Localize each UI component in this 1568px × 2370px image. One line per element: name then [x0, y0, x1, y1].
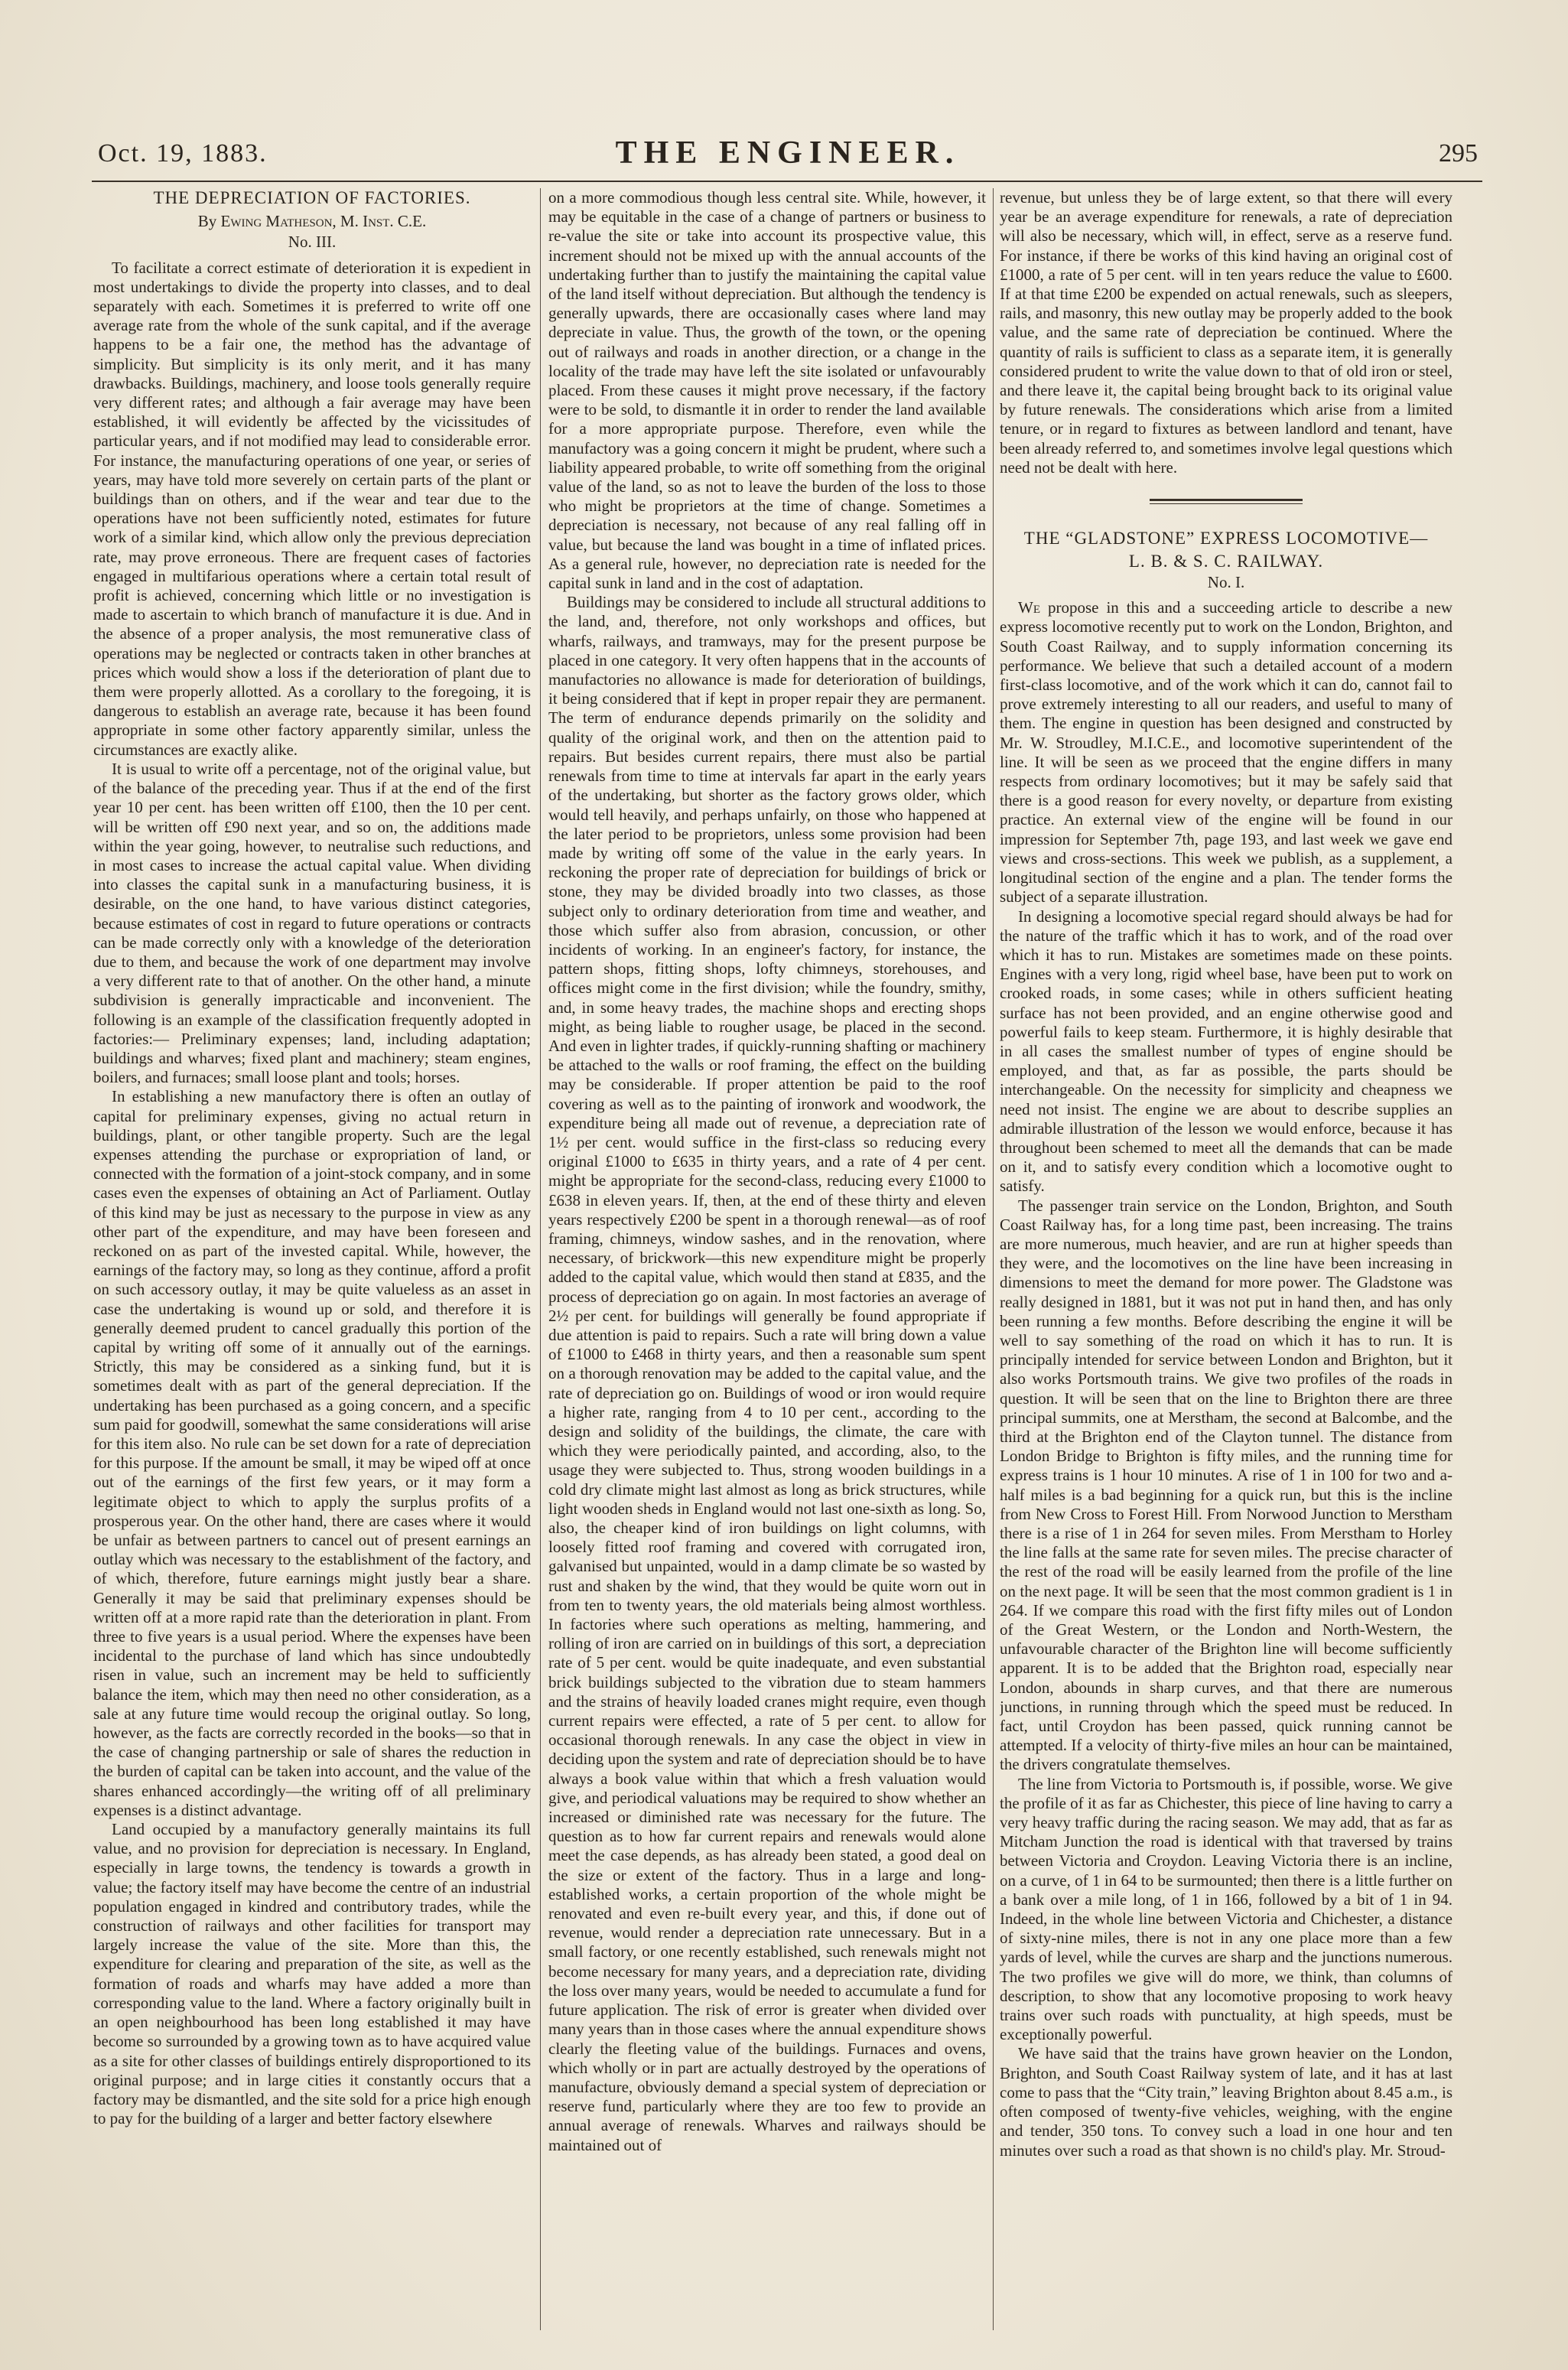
article-part-number: No. I.: [1207, 573, 1245, 592]
article-title-depreciation: THE DEPRECIATION OF FACTORIES.: [153, 188, 471, 207]
paragraph: revenue, but unless they be of large extent, so that there will every year be an average expenditure for renewals, a rate of depreciation will also be necessary, which will, in effect, serve as a reserve fund. For instance, if there be works of this kind having an original cost of £1000, a rate of 5 per cent. will in ten years reduce the value to £600. If at that time £200 be expended on actual renewals, such as sleepers, rails, and masonry, this new outlay may be properly added to the book value, and the same rate of depreciation be continued. Where the quantity of rails is sufficient to class as a separate item, it is generally considered prudent to write the value down to that of old iron or steel, and there leave it, the capital being brought back to its original value by future renewals. The considerations which arise from a limited tenure, or in regard to fixtures as between landlord and tenant, have been already referred to, and sometimes involve legal questions which need not be dealt with here.: [1000, 188, 1453, 477]
column-2: [548, 188, 986, 2330]
byline-prefix: By: [197, 212, 217, 231]
article-divider: [1150, 499, 1303, 504]
paragraph: It is usual to write off a percentage, not of the original value, but of the balance of the preceding year. Thus if at the end of the first year 10 per cent. has been written off £100, then the 10 per cent. will be written off £90 next year, and so on, the additions made within the year going, however, to neutralise such reductions, and in most cases to increase the actual capital value. When dividing into classes the capital sunk in a manufacturing business, it is desirable, on the one hand, to have various distinct categories, because estimates of cost in regard to future operations or contracts can be made correctly only with a knowledge of the deterioration due to them, and because the work of one department may involve a very different rate to that of another. On the other hand, a minute subdivision is generally impracticable and inconvenient. The following is an example of the classification frequently adopted in factories:— Preliminary expenses; land, including adaptation; buildings and wharves; fixed plant and machinery; steam engines, boilers, and furnaces; small loose plant and tools; horses.: [93, 759, 531, 1087]
article-title-gladstone-line1: THE “GLADSTONE” EXPRESS LOCOMOTIVE—: [1023, 529, 1429, 549]
column-3: [1000, 188, 1453, 2330]
column-1: [93, 188, 531, 2330]
paragraph: In establishing a new manufactory there is often an outlay of capital for preliminary expenses, giving no actual return in buildings, plant, or other tangible property. Such are the legal expenses attending the purchase or expropriation of land, or connected with the formation of a joint-stock company, and in some cases even the expenses of obtaining an Act of Parliament. Outlay of this kind may be just as necessary to the purpose in view as any other part of the expenditure, and may have been foreseen and reckoned on as part of the invested capital. While, however, the earnings of the factory may, so long as they continue, afford a profit on such accessory outlay, it may be quite valueless as an asset in case the undertaking is wound up or sold, and therefore it is generally deemed prudent to cancel gradually this portion of the capital by writing off some of it annually out of the earnings. Strictly, this may be considered as a sinking fund, but it is sometimes dealt with as part of the general depreciation. If the undertaking has been purchased as a going concern, and a specific sum paid for goodwill, somewhat the same considerations will arise for this item also. No rule can be set down for a rate of depreciation for this purpose. If the amount be small, it may be wiped off at once out of the earnings of the first few years, or it may form a legitimate object to which to apply the surplus profits of a prosperous year. On the other hand, there are cases where it would be unfair as between partners to cancel out of present earnings an outlay which was necessary to the establishment of the factory, and of which, therefore, future earnings might justly bear a share. Generally it may be said that preliminary expenses should be written off at a more rapid rate than the deterioration in plant. From three to five years is a usual period. Where the expenses have been incidental to the purchase of land which has since undoubtedly risen in value, such an increment may be held to sufficiently balance the item, which may then need no other consideration, as a sale at any future time would recoup the original outlay. So long, however, as the facts are correctly recorded in the books—so that in the case of changing partnership or sale of shares the reduction in the burden of capital can be taken into account, and the value of the shares enhanced accordingly—the writing off of all preliminary expenses is a distinct advantage.: [93, 1087, 531, 1819]
article-byline: [93, 212, 531, 231]
masthead-rule: [92, 181, 1482, 182]
paragraph-text: propose in this and a succeeding article to describe a new express locomotive recently put to work on the London, Brighton, and South Coast Railway, and to supply information concerning its performance. We believe that such a detailed account of a modern first-class locomotive, and of the work which it can do, cannot fail to prove extremely interesting to all our readers, and useful to many of them. The engine in question has been designed and constructed by Mr. W. Stroudley, M.I.C.E., and locomotive superintendent of the line. It will be seen as we proceed that the engine differs in many respects from ordinary locomotives; but it may be safely said that there is a good reason for every novelty, or departure from existing practice. An external view of the engine will be found in our impression for September 7th, page 193, and last week we gave end views and cross-sections. This week we publish, as a supplement, a longitudinal section of the engine and a plan. The tender forms the subject of a separate illustration.: [1000, 598, 1453, 907]
article-title-gladstone-line2: L. B. & S. C. RAILWAY.: [1128, 552, 1324, 571]
article-part-number: No. III.: [288, 233, 337, 252]
paragraph: on a more commodious though less central site. While, however, it may be equitable in the case of a change of partners or business to re-value the site or take into account its prospective value, this increment should not be mixed up with the annual accounts of the undertaking further than to justify the maintaining the capital value of the land itself without depreciation. But although the tendency is generally upwards, there are occasionally cases where land may depreciate in value. Thus, the growth of the town, or the opening out of railways and roads in another direction, or a change in the locality of the trade may have left the site isolated or unfavourably placed. From these causes it might prove necessary, if the factory were to be sold, to dismantle it in order to render the land available for a more appropriate purpose. Therefore, even while the manufactory was a going concern it might be prudent, where such a liability appeared probable, to write off something from the original value of the land, so as not to leave the burden of the loss to those who might be proprietors at the time of change. Sometimes a depreciation is necessary, not because of any real falling off in value, but because the land was bought in a time of inflated prices. As a general rule, however, no depreciation rate is needed for the capital sunk in land and in the cost of adaptation.: [548, 188, 986, 593]
paragraph: Land occupied by a manufactory generally maintains its full value, and no provision for depreciation is necessary. In England, especially in large towns, the tendency is towards a growth in value; the factory itself may have become the centre of an industrial population engaged in kindred and contributory trades, while the construction of railways and other facilities for transport may largely increase the value of the site. More than this, the expenditure for clearing and preparation of the site, as well as the formation of roads and wharfs may have added a more than corresponding value to the land. Where a factory originally built in an open neighbourhood has been long established it may have become so surrounded by a growing town as to have acquired value as a site for other classes of buildings entirely disproportioned to its original purpose; and in large cities it constantly occurs that a factory may be dismantled, and the site sold for a price high enough to pay for the building of a larger and better factory elsewhere: [93, 1820, 531, 2128]
paragraph: Buildings may be considered to include all structural additions to the land, and, therefore, not only workshops and offices, but wharfs, railways, and tramways, may for the present purpose be placed in one category. It very often happens that in the accounts of manufactories no allowance is made for deterioration of buildings, it being considered that if kept in proper repair they are permanent. The term of endurance depends primarily on the solidity and quality of the original work, and then on the attention paid to repairs. But besides current repairs, there must also be partial renewals from time to time at intervals far apart in the early years of the undertaking, but shorter as the factory grows older, which would tell heavily, and perhaps unfairly, on those who happened at the later period to be proprietors, unless some provision had been made by writing off some of the value in the early years. In reckoning the proper rate of depreciation for buildings of brick or stone, they may be divided broadly into two classes, as those subject only to ordinary deterioration from time and weather, and those which suffer also from abrasion, concussion, or other incidents of working. In an engineer's factory, for instance, the pattern shops, fitting shops, lofty chimneys, storehouses, and offices might come in the first division; while the foundry, smithy, and, in some heavy trades, the machine shops and erecting shops might, as being liable to rougher usage, be placed in the second. And even in lighter trades, if quickly-running shafting or machinery be attached to the walls or roof framing, the effect on the building may be considerable. If proper attention be paid to the roof covering as well as to the painting of ironwork and woodwork, the expenditure being all made out of revenue, a depreciation rate of 1½ per cent. would suffice in the first-class so reducing every original £1000 to £635 in thirty years, and a rate of 4 per cent. might be appropriate for the second-class, reducing every £1000 to £638 in eleven years. If, then, at the end of these thirty and eleven years respectively £200 be spent in a thorough renewal—as of roof framing, chimneys, window sashes, and in the renovation, where necessary, of brickwork—this new expenditure might be properly added to the capital value, which would then stand at £835, and the process of depreciation go on again. In most factories an average of 2½ per cent. for buildings will generally be found appropriate if due attention is paid to repairs. Such a rate will bring down a value of £1000 to £468 in thirty years, and then a reasonable sum spent on a thorough renovation may be added to the capital value, and the rate of depreciation go on. Buildings of wood or iron would require a higher rate, ranging from 4 to 10 per cent., according to the design and solidity of the buildings, the climate, the care with which they were periodically painted, and according, also, to the usage they were subjected to. Thus, strong wooden buildings in a cold dry climate might last almost as long as brick structures, while light wooden sheds in England would not last one-sixth as long. So, also, the cheaper kind of iron buildings on light columns, with loosely fitted roof framing and covered with corrugated iron, galvanised but unpainted, would in a damp climate be so wasted by rust and shaken by the wind, that they would be quite worn out in from ten to twenty years, the old materials being almost worthless. In factories where such operations as melting, hammering, and rolling of iron are carried on in buildings of this sort, a depreciation rate of 5 per cent. would be quite inadequate, and even substantial brick buildings subjected to the vibration due to steam hammers and the strains of heavily loaded cranes might require, even though current repairs were effected, a rate of 5 per cent. to allow for occasional thorough renewals. In any case the object in view in deciding upon the system and rate of depreciation should be to have always a book value within that which a fresh valuation would give, and periodical valuations may be required to show whether an increased or diminished rate was necessary for the future. The question as to how far current repairs and renewals would alone meet the case depends, as has already been stated, a good deal on the size or extent of the factory. Thus in a large and long-established works, a certain proportion of the whole might be renovated and even re-built every year, and this, if done out of revenue, would render a depreciation rate unnecessary. But in a small factory, or one recently established, such renewals might not become necessary for many years, and a depreciation rate, dividing the loss over many years, would be needed to accumulate a fund for future application. The risk of error is greater when divided over many years than in those cases where the annual expenditure shows clearly the fleeting value of the buildings. Furnaces and ovens, which wholly or in part are actually destroyed by the operations of manufacture, obviously demand a special system of depreciation or reserve fund, particularly where they are too few to provide an annual average of renewals. Wharves and railways should be maintained out of: [548, 593, 986, 2154]
paragraph: In designing a locomotive special regard should always be had for the nature of the traffic which it has to work, and of the road over which it has to run. Mistakes are sometimes made on these points. Engines with a very long, rigid wheel base, have been put to work on crooked roads, in some cases; while in others sufficient heating surface has not been provided, and an engine otherwise good and powerful fails to keep steam. Furthermore, it is highly desirable that in all cases the smallest number of types of engine should be employed, and that, as far as possible, the parts should be interchangeable. On the necessity for simplicity and cheapness we need not insist. The engine we are about to describe supplies an admirable illustration of the lesson we would enforce, because it has throughout been schemed to meet all the demands that can be made on it, and to satisfy every condition which a locomotive ought to satisfy.: [1000, 907, 1453, 1196]
issue-date: Oct. 19, 1883.: [98, 139, 268, 168]
column-rule-2: [993, 188, 994, 2330]
masthead: [98, 129, 1478, 174]
paragraph: To facilitate a correct estimate of deterioration it is expedient in most undertakings to divide the property into classes, and to deal separately with each. Sometimes it is preferred to write off one average rate from the whole of the sunk capital, and if the average happens to be a fair one, the method has the advantage of simplicity. But simplicity is its only merit, and it has many drawbacks. Buildings, machinery, and loose tools generally require very different rates; and although a fair average may have been established, it will evidently be affected by the vicissitudes of particular years, and if not modified may lead to considerable error. For instance, the manufacturing operations of one year, or series of years, may have told more severely on certain parts of the plant or buildings than on others, and if the wear and tear due to the operations have not been sufficiently noted, estimates for future work of a similar kind, which allow only the previous depreciation rate, may prove erroneous. There are frequent cases of factories engaged in multifarious operations where a certain total result of profit is achieved, concerning which little or no investigation is made to ascertain to which branch of manufacture it is due. And in the absence of a proper analysis, the most remunerative class of operations may be neglected or contracts taken in other branches at prices which would show a loss if the deterioration of plant due to them were properly allotted. As a corollary to the foregoing, it is dangerous to establish an average rate, because it has been found appropriate in some other factory apparently similar, unless the circumstances are exactly alike.: [93, 258, 531, 759]
paragraph: The line from Victoria to Portsmouth is, if possible, worse. We give the profile of it as far as Chichester, this piece of line having to carry a very heavy traffic during the racing season. We may add, that as far as Mitcham Junction the road is identical with that traversed by trains between Victoria and Croydon. Leaving Victoria there is an incline, on a curve, of 1 in 64 to be surmounted; then there is a little further on a bank over a mile long, of 1 in 166, followed by a bit of 1 in 94. Indeed, in the whole line between Victoria and Chichester, a distance of sixty-nine miles, there is not in any one place more than a few yards of level, while the curves are sharp and the junctions numerous. The two profiles we give will do more, we think, than columns of description, to show that any locomotive proposing to work heavy trains over such roads with punctuality, at high speeds, must be exceptionally powerful.: [1000, 1774, 1453, 2044]
lead-word: We: [1018, 598, 1040, 617]
page-number: 295: [1439, 139, 1478, 168]
paragraph: The passenger train service on the London, Brighton, and South Coast Railway has, for a long time past, been increasing. The trains are more numerous, much heavier, and are run at higher speeds than they were, and the locomotives on the line have been increasing in dimensions to meet the demand for more power. The Gladstone was really designed in 1881, but it was not put in hand then, and has only been running a few months. Before describing the engine it will be well to say something of the road on which it has to run. It is principally intended for service between London and Brighton, but it also works Portsmouth trains. We give two profiles of the roads in question. It will be seen that on the line to Brighton there are three principal summits, one at Merstham, the second at Balcombe, and the third at the Brighton end of the Clayton tunnel. The distance from London Bridge to Brighton is fifty miles, and the running time for express trains is 1 hour 10 minutes. A rise of 1 in 100 for two and a-half miles is a bad beginning for a quick run, but this is the incline from New Cross to Forest Hill. From Norwood Junction to Merstham there is a rise of 1 in 264 for seven miles. From Merstham to Horley the line falls at the same rate for seven miles. The precise character of the rest of the road will be easily learned from the profile of the line on the next page. It will be seen that the most common gradient is 1 in 264. If we compare this road with the first fifty miles out of London of the Great Western, or the London and North-Western, the unfavourable character of the Brighton line will become sufficiently apparent. It is to be added that the Brighton road, especially near London, abounds in sharp curves, and that there are numerous junctions, in running through which the speed must be reduced. In fact, until Croydon has been passed, quick running cannot be attempted. If a velocity of thirty-five miles an hour can be maintained, the drivers congratulate themselves.: [1000, 1196, 1453, 1774]
paragraph: We have said that the trains have grown heavier on the London, Brighton, and South Coast Railway system of late, and it has at last come to pass that the “City train,” leaving Brighton about 8.45 a.m., is often composed of twenty-five vehicles, weighing, with the engine and tender, 350 tons. To convey such a load in one hour and ten minutes over such a road as that shown is no child's play. Mr. Stroud-: [1000, 2044, 1453, 2160]
column-rule-1: [540, 188, 541, 2330]
paragraph: [1000, 598, 1453, 907]
publication-title: THE ENGINEER.: [615, 135, 961, 171]
author-name: Ewing Matheson, M. Inst. C.E.: [220, 212, 427, 231]
